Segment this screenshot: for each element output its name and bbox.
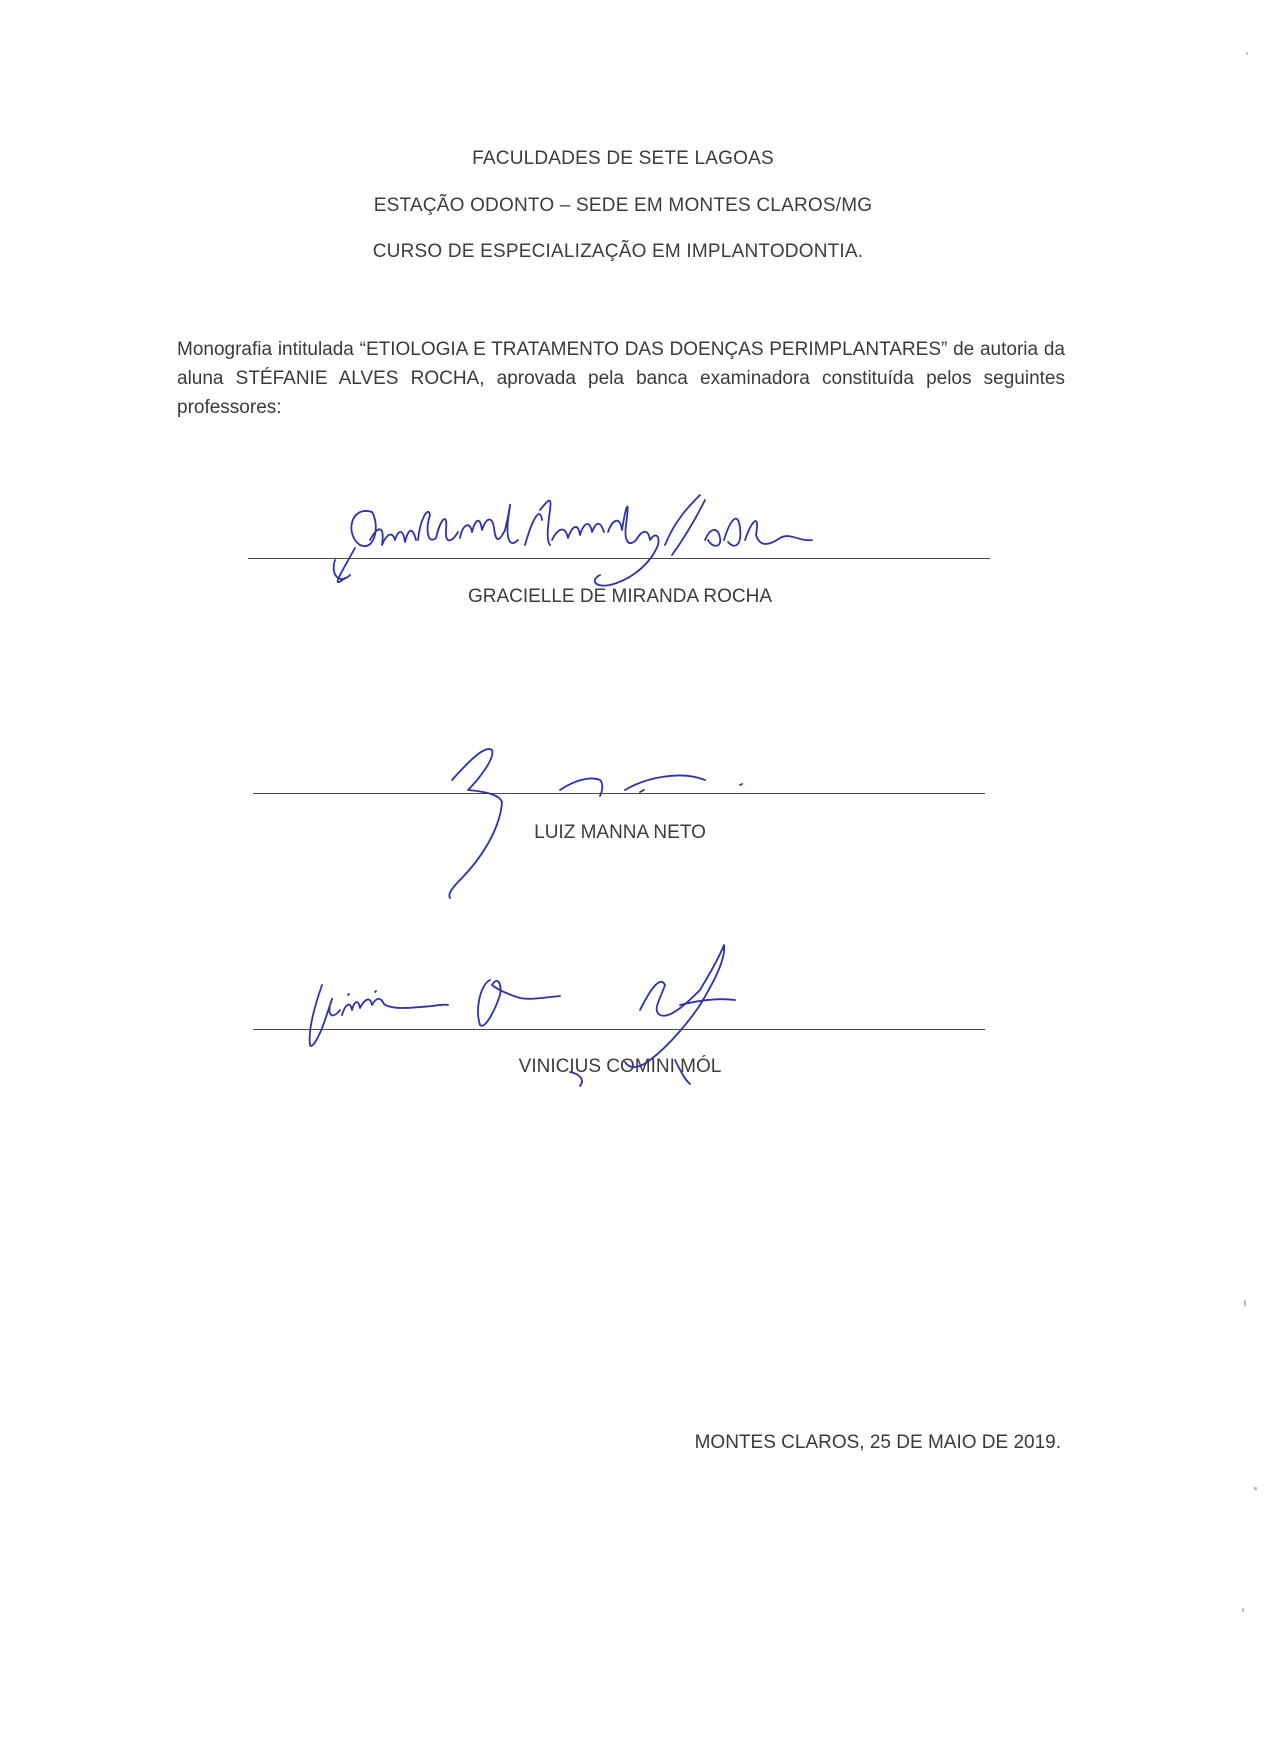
approval-paragraph: Monografia intitulada “ETIOLOGIA E TRATAMENTO DAS DOENÇAS PERIMPLANTARES” de autoria da aluna STÉFANIE ALVES ROCHA, aprovada pela banca examinadora constituída pelos seguintes professores: bbox=[177, 339, 1065, 418]
signature-line-1 bbox=[248, 558, 990, 559]
scan-speck bbox=[1254, 1487, 1257, 1490]
scan-speck bbox=[1242, 1608, 1244, 1612]
institution-heading: FACULDADES DE SETE LAGOAS bbox=[472, 148, 774, 169]
signature-line-3 bbox=[253, 1029, 985, 1030]
examiner-name-2: LUIZ MANNA NETO bbox=[534, 822, 706, 843]
place-date: MONTES CLAROS, 25 DE MAIO DE 2019. bbox=[694, 1432, 1061, 1453]
course-heading: CURSO DE ESPECIALIZAÇÃO EM IMPLANTODONTIA. bbox=[372, 241, 864, 262]
campus-heading: ESTAÇÃO ODONTO – SEDE EM MONTES CLAROS/MG bbox=[373, 195, 873, 216]
scan-speck bbox=[1244, 1300, 1246, 1306]
signature-line-2 bbox=[253, 793, 985, 794]
signature-gracielle bbox=[334, 495, 812, 586]
examiner-name-3: VINICIUS COMINI MÓL bbox=[518, 1056, 722, 1077]
examiner-name-1: GRACIELLE DE MIRANDA ROCHA bbox=[467, 586, 773, 607]
scan-speck bbox=[1246, 52, 1248, 55]
